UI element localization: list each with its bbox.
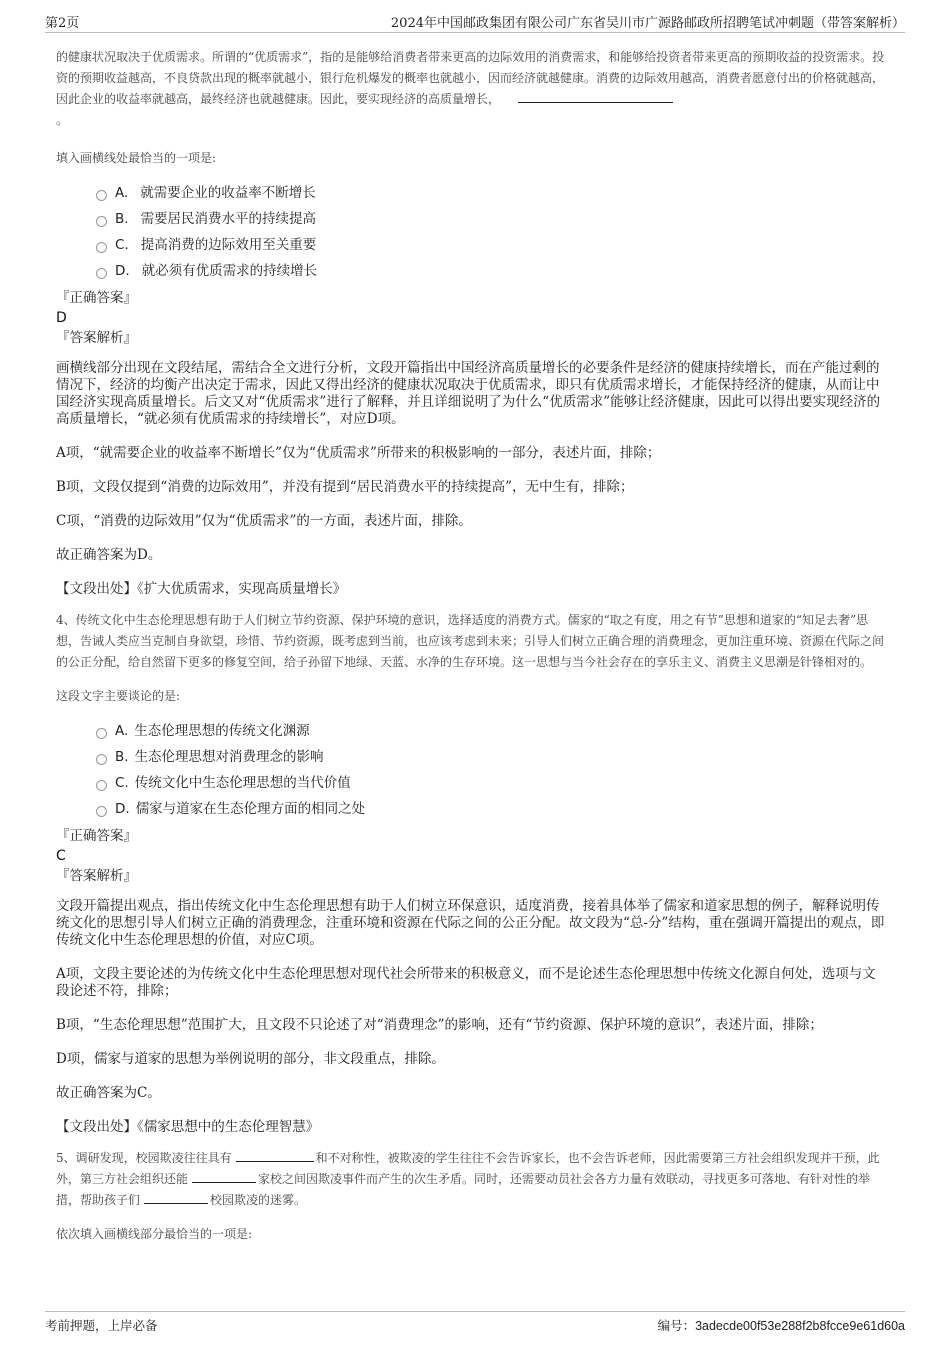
correct-answer: C bbox=[56, 848, 66, 864]
option-a[interactable]: A. 就需要企业的收益率不断增长 bbox=[96, 180, 888, 206]
question-5 bbox=[56, 1148, 888, 1242]
analysis-option-b: B项，文段仅提到“消费的边际效用”，并没有提到“居民消费水平的持续提高”，无中生有，排除； bbox=[56, 479, 634, 495]
correct-answer-label: 『正确答案』 bbox=[56, 290, 137, 306]
option-a[interactable]: A. 生态伦理思想的传统文化渊源 bbox=[96, 718, 888, 744]
question-3 bbox=[56, 47, 888, 598]
fill-blank-3 bbox=[144, 1191, 208, 1204]
fill-blank bbox=[518, 90, 673, 103]
radio-icon[interactable] bbox=[96, 728, 107, 739]
analysis-label: 『答案解析』 bbox=[56, 330, 137, 346]
analysis-paragraph: 文段开篇提出观点，指出传统文化中生态伦理思想有助于人们树立环保意识，适度消费，接着具体举了儒家和道家思想的例子，解释说明传统文化的思想引导人们树立正确的消费理念，注重环境和资源在代际之间的公正分配。故文段为“总-分”结构，重在强调开篇提出的观点，即传统文化中生态伦理思想的价值，对应C项。 bbox=[56, 898, 885, 948]
radio-icon[interactable] bbox=[96, 216, 107, 227]
option-c[interactable]: C. 传统文化中生态伦理思想的当代价值 bbox=[96, 770, 888, 796]
radio-icon[interactable] bbox=[96, 780, 107, 791]
document-body bbox=[56, 47, 888, 1242]
question-passage: 4、传统文化中生态伦理思想有助于人们树立节约资源、保护环境的意识，选择适度的消费方式。儒家的“取之有度，用之有节”思想和道家的“知足去奢”思想，告诫人类应当克制自身欲望，珍惜、节约资源，既考虑到当前，也应该考虑到未来；引导人们树立正确合理的消费理念，更加注重环境、资源在代际之间的公正分配，给自然留下更多的修复空间，给子孙留下地绿、天蓝、水净的生存环境。这一思想与当今社会存在的享乐主义、消费主义思潮是针锋相对的。 bbox=[56, 613, 885, 669]
radio-icon[interactable] bbox=[96, 190, 107, 201]
analysis-option-d: D项，儒家与道家的思想为举例说明的部分，非文段重点，排除。 bbox=[56, 1051, 445, 1067]
footer-slogan: 考前押题，上岸必备 bbox=[45, 1318, 158, 1333]
analysis-paragraph: 画横线部分出现在文段结尾，需结合全文进行分析，文段开篇指出中国经济高质量增长的必要条件是经济的健康持续增长，而在产能过剩的情况下，经济的均衡产出决定于需求，因此又得出经济的健康状况取决于优质需求，即只有优质需求增长，才能保持经济的健康，从而让中国经济实现高质量增长。后文又对“优质需求”进行了解释，并且详细说明了为什么“优质需求”能够让经济健康，因此可以得出要实现经济的高质量增长，“就必须有优质需求的持续增长”，对应D项。 bbox=[56, 360, 881, 427]
analysis-conclusion: 故正确答案为C。 bbox=[56, 1085, 161, 1101]
radio-icon[interactable] bbox=[96, 806, 107, 817]
option-b[interactable]: B. 生态伦理思想对消费理念的影响 bbox=[96, 744, 888, 770]
radio-icon[interactable] bbox=[96, 754, 107, 765]
option-d[interactable]: D. 儒家与道家在生态伦理方面的相同之处 bbox=[96, 796, 888, 822]
document-code: 编号：3adecde00f53e288f2b8fcce9e61d60a bbox=[657, 1319, 905, 1333]
page-header bbox=[45, 10, 905, 33]
analysis-option-b: B项，“生态伦理思想”范围扩大，且文段不只论述了对“消费理念”的影响，还有“节约资源、保护环境的意识”，表述片面，排除； bbox=[56, 1017, 823, 1033]
analysis-conclusion: 故正确答案为D。 bbox=[56, 547, 162, 563]
option-b[interactable]: B. 需要居民消费水平的持续提高 bbox=[96, 206, 888, 232]
option-c[interactable]: C. 提高消费的边际效用至关重要 bbox=[96, 232, 888, 258]
question-passage: 的健康状况取决于优质需求。所谓的“优质需求”，指的是能够给消费者带来更高的边际效用的消费需求，和能够给投资者带来更高的预期收益的投资需求。投资的预期收益越高，不良贷款出现的概率就越小，银行危机爆发的概率也就越小，因而经济就越健康。消费的边际效用越高，消费者愿意付出的价格就越高，因此企业的收益率就越高，最终经济也就越健康。因此，要实现经济的高质量增长， 。 bbox=[56, 50, 885, 127]
radio-icon[interactable] bbox=[96, 242, 107, 253]
analysis-label: 『答案解析』 bbox=[56, 868, 137, 884]
options-list bbox=[96, 718, 888, 822]
analysis-option-a: A项，“就需要企业的收益率不断增长”仅为“优质需求”所带来的积极影响的一部分，表述片面，排除； bbox=[56, 445, 661, 461]
question-passage: 5、调研发现，校园欺凌往往具有 和不对称性，被欺凌的学生往往不会告诉家长，也不会告诉老师，因此需要第三方社会组织发现并干预，此外，第三方社会组织还能 家校之间因欺凌事件而产生的次生矛盾。同时，还需要动员社会各方力量有效联动，寻找更多可落地、有针对性的举措，帮助孩子们 校园欺凌的迷雾。 bbox=[56, 1151, 880, 1207]
page-footer bbox=[45, 1311, 905, 1336]
radio-icon[interactable] bbox=[96, 268, 107, 279]
question-prompt: 这段文字主要谈论的是: bbox=[56, 689, 181, 703]
passage-source: 【文段出处】《儒家思想中的生态伦理智慧》 bbox=[56, 1119, 320, 1135]
options-list bbox=[96, 180, 888, 284]
question-prompt: 填入画横线处最恰当的一项是: bbox=[56, 151, 217, 165]
question-4 bbox=[56, 610, 888, 1136]
correct-answer: D bbox=[56, 310, 67, 326]
analysis-option-a: A项，文段主要论述的为传统文化中生态伦理思想对现代社会所带来的积极意义，而不是论述生态伦理思想中传统文化源自何处，选项与文段论述不符，排除； bbox=[56, 966, 876, 999]
option-d[interactable]: D. 就必须有优质需求的持续增长 bbox=[96, 258, 888, 284]
passage-source: 【文段出处】《扩大优质需求，实现高质量增长》 bbox=[56, 581, 347, 597]
fill-blank-1 bbox=[236, 1149, 314, 1162]
correct-answer-label: 『正确答案』 bbox=[56, 828, 137, 844]
page-number: 第2页 bbox=[45, 16, 80, 31]
question-prompt: 依次填入画横线部分最恰当的一项是: bbox=[56, 1227, 253, 1241]
analysis-option-c: C项，“消费的边际效用”仅为“优质需求”的一方面，表述片面，排除。 bbox=[56, 513, 472, 529]
document-title: 2024年中国邮政集团有限公司广东省吴川市广源路邮政所招聘笔试冲刺题（带答案解析） bbox=[390, 16, 905, 31]
fill-blank-2 bbox=[192, 1170, 256, 1183]
